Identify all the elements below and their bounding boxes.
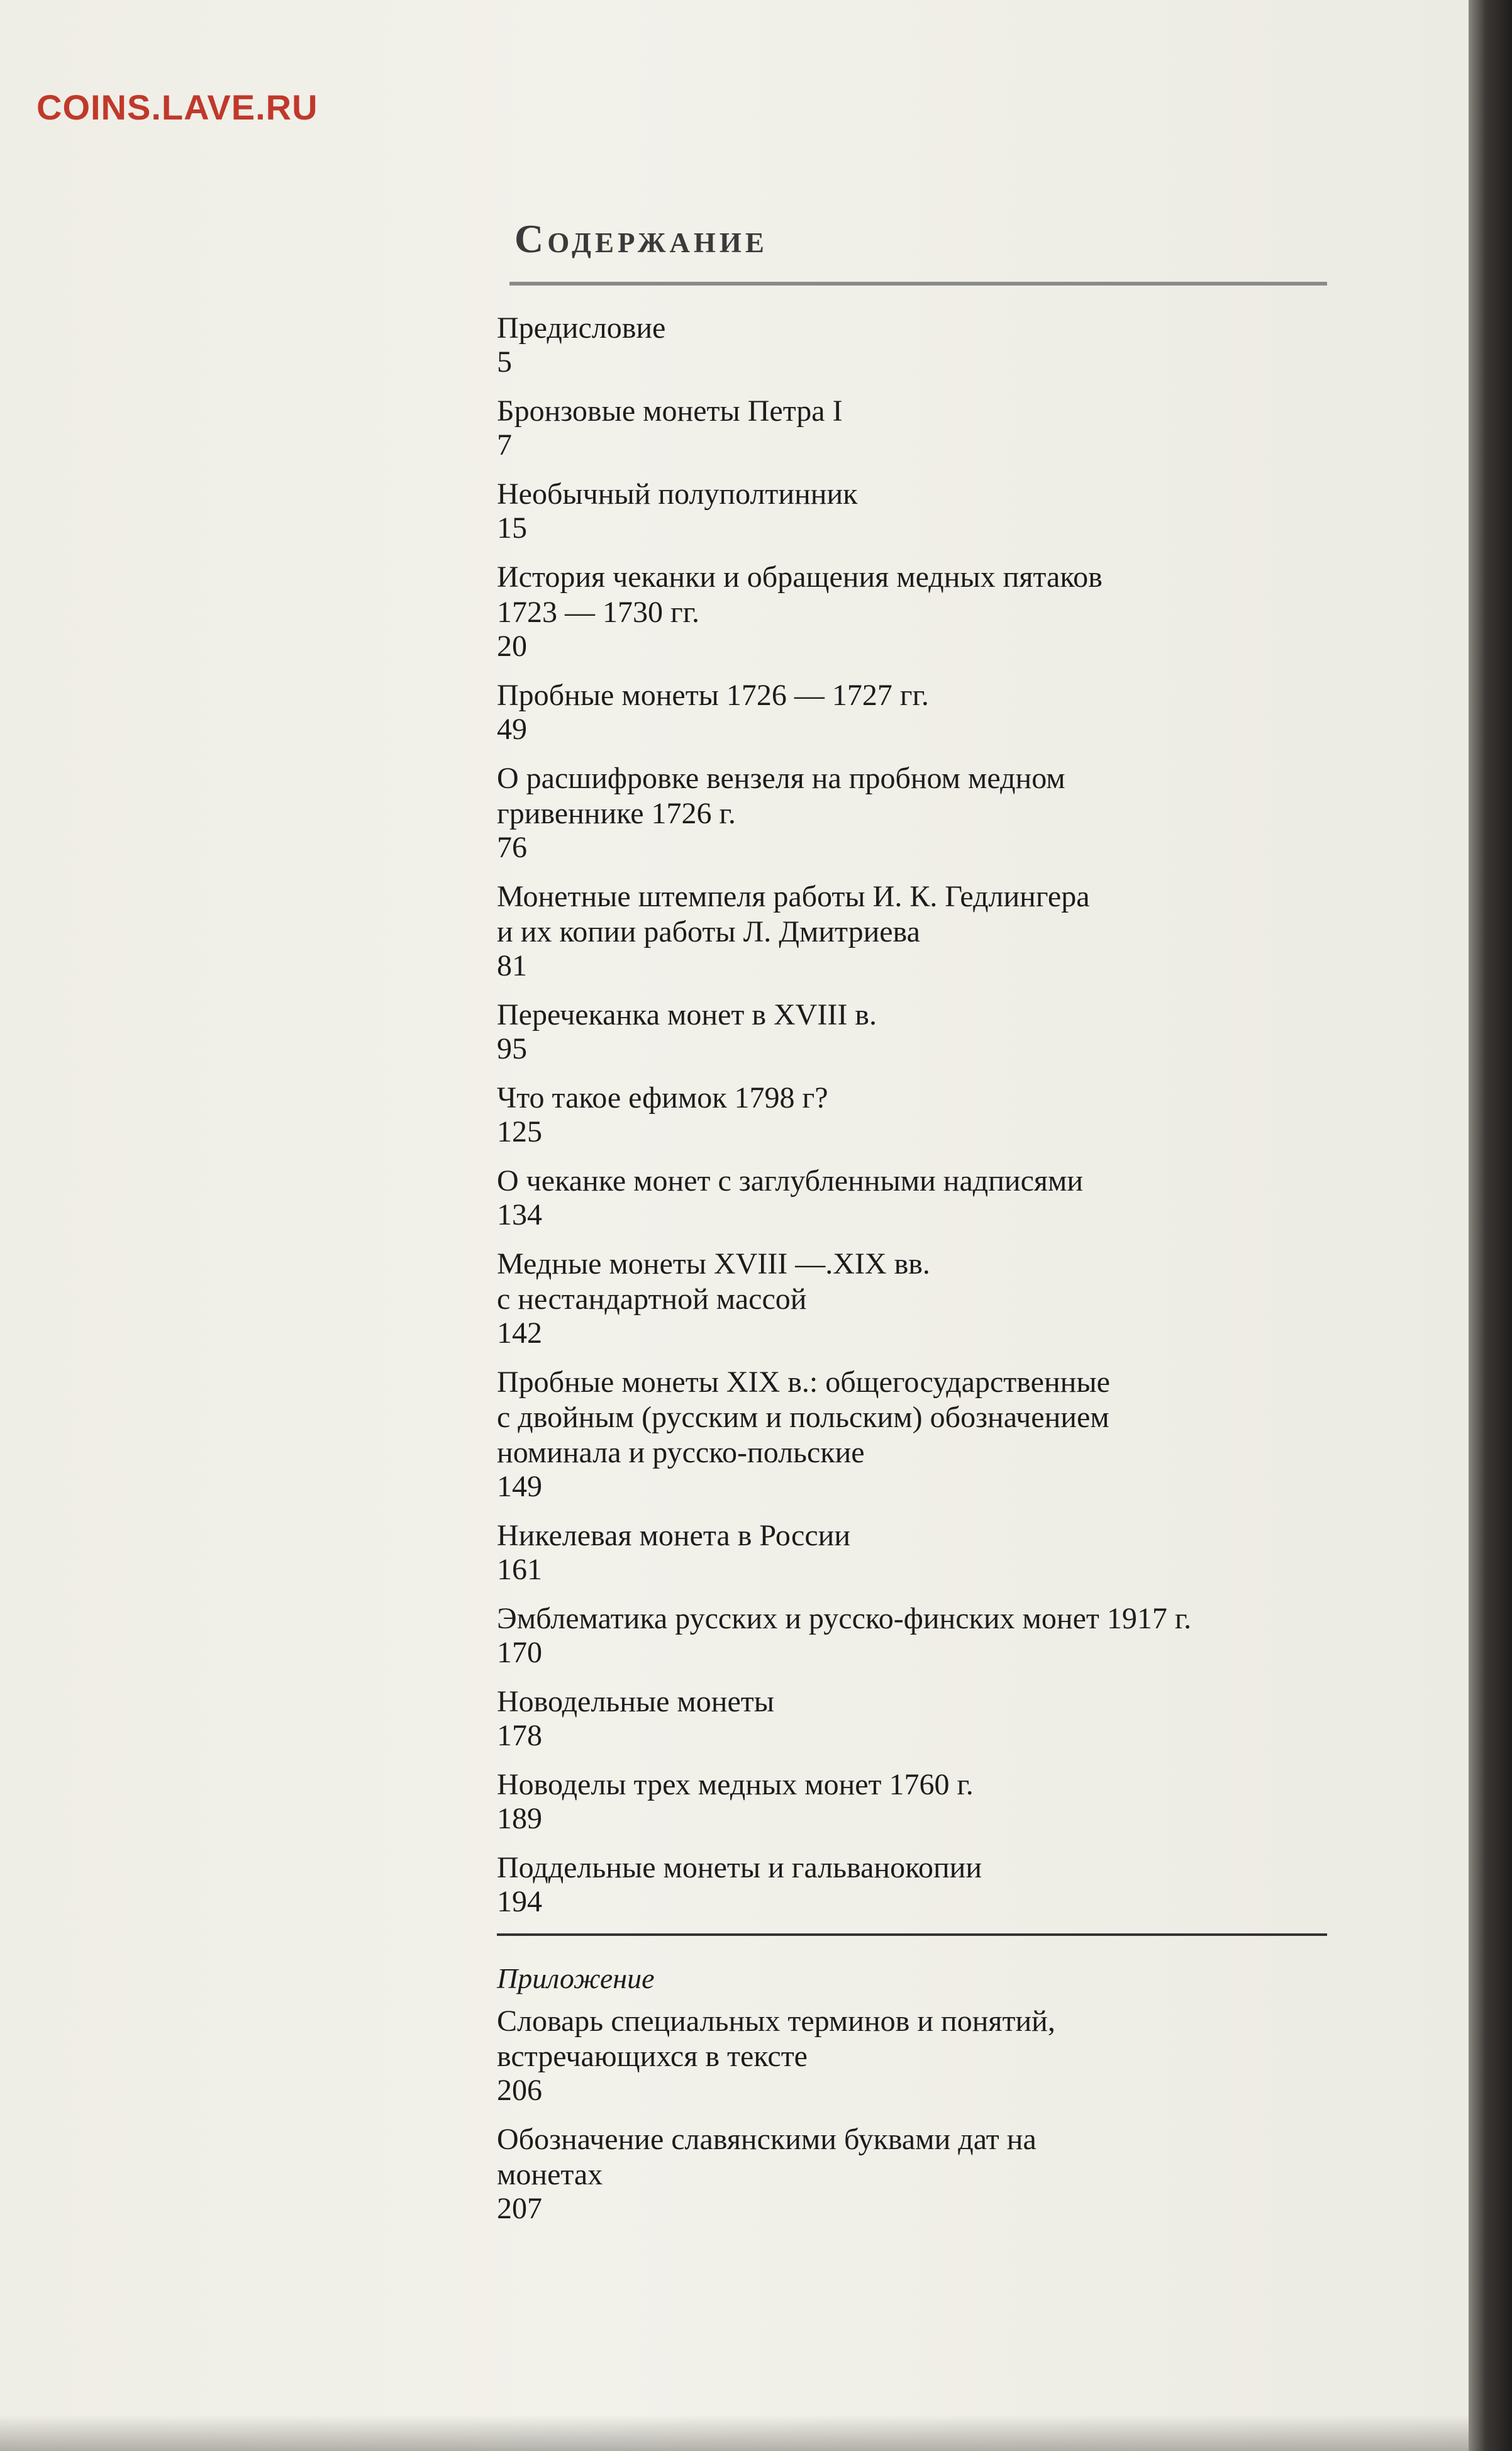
- toc-entry-title: Пробные монеты XIX в.: общегосударственные с двойным (русским и польским) обозначением номинала и русско-польские: [497, 1365, 1110, 1469]
- toc-entry-page: 20: [497, 630, 527, 663]
- toc-entry: [497, 1081, 1333, 1148]
- toc-entry-page: 125: [497, 1115, 542, 1148]
- appendix-label: Приложение: [497, 1962, 655, 1994]
- toc-entry: [497, 678, 1333, 746]
- toc-entry: [497, 879, 1333, 982]
- toc-entry-page: 189: [497, 1802, 542, 1835]
- toc-entry-title: Новоделы трех медных монет 1760 г.: [497, 1768, 974, 1801]
- toc-entry-page: 49: [497, 713, 527, 746]
- toc-entry: [497, 1767, 1333, 1835]
- toc-entry: [497, 1518, 1333, 1586]
- toc-entry-title: О расшифровке вензеля на пробном медном гривеннике 1726 г.: [497, 762, 1065, 830]
- page-edge: [1469, 0, 1512, 2451]
- toc-entry: [497, 311, 1333, 379]
- toc-entry-title: О чеканке монет с заглубленными надписями: [497, 1164, 1084, 1198]
- toc-entry-page: 15: [497, 511, 527, 545]
- toc-entry: [497, 998, 1333, 1065]
- toc-entry: [497, 1365, 1333, 1503]
- toc-entry-title: Что такое ефимок 1798 г?: [497, 1081, 828, 1114]
- toc-entry-page: 161: [497, 1553, 542, 1586]
- appendix-entry-page: 206: [497, 2074, 542, 2107]
- toc-entry-title: Новодельные монеты: [497, 1685, 775, 1718]
- toc-entry-title: Предисловие: [497, 311, 666, 345]
- toc-entry: [497, 1850, 1333, 1918]
- toc-entry-page: 81: [497, 949, 527, 982]
- toc-entry: [497, 477, 1333, 545]
- toc-entry: [497, 1247, 1333, 1350]
- page-title: Содержание: [514, 216, 768, 261]
- toc-entry-page: 194: [497, 1885, 542, 1918]
- appendix-divider: [497, 1933, 1327, 1936]
- toc-entry-title: Медные монеты XVIII —.XIX вв. с нестандартной массой: [497, 1247, 930, 1316]
- toc-entry: [497, 394, 1333, 462]
- toc-entry-title: Пробные монеты 1726 — 1727 гг.: [497, 679, 929, 712]
- toc-entry-page: 7: [497, 428, 512, 462]
- toc-entry-page: 178: [497, 1719, 542, 1752]
- toc-entry-title: Необычный полуполтинник: [497, 477, 858, 511]
- toc-entry: [497, 1601, 1333, 1669]
- appendix-entry-page: 207: [497, 2192, 542, 2225]
- watermark: COINS.LAVE.RU: [36, 87, 318, 127]
- toc-entry-page: 149: [497, 1470, 542, 1503]
- toc-entry: [497, 1164, 1333, 1231]
- toc-entry-title: Бронзовые монеты Петра I: [497, 394, 843, 428]
- toc-entry: [497, 560, 1333, 663]
- table-of-contents: [497, 208, 1333, 2240]
- toc-entry-page: 142: [497, 1316, 542, 1350]
- appendix-entry: [497, 2122, 1333, 2225]
- appendix-entry: [497, 2004, 1333, 2107]
- page-bottom-shadow: [0, 2415, 1469, 2451]
- appendix-entry-title: Обозначение славянскими буквами дат на монетах: [497, 2123, 1037, 2191]
- toc-entry-page: 95: [497, 1032, 527, 1065]
- toc-entry: [497, 761, 1333, 864]
- heading-divider: [509, 282, 1327, 286]
- toc-entry-page: 76: [497, 831, 527, 864]
- toc-entry-title: Эмблематика русских и русско-финских монет 1917 г.: [497, 1602, 1192, 1635]
- toc-entry: [497, 1684, 1333, 1752]
- toc-entry-title: Перечеканка монет в XVIII в.: [497, 998, 877, 1031]
- toc-entry-page: 134: [497, 1198, 542, 1231]
- toc-entry-title: Поддельные монеты и гальванокопии: [497, 1851, 982, 1884]
- toc-entry-title: История чеканки и обращения медных пятаков 1723 — 1730 гг.: [497, 560, 1103, 629]
- toc-entry-title: Никелевая монета в России: [497, 1519, 851, 1552]
- appendix-entry-title: Словарь специальных терминов и понятий, встречающихся в тексте: [497, 2004, 1055, 2073]
- toc-entry-page: 170: [497, 1636, 542, 1669]
- toc-entry-page: 5: [497, 345, 512, 379]
- toc-entry-title: Монетные штемпеля работы И. К. Гедлингера и их копии работы Л. Дмитриева: [497, 880, 1090, 948]
